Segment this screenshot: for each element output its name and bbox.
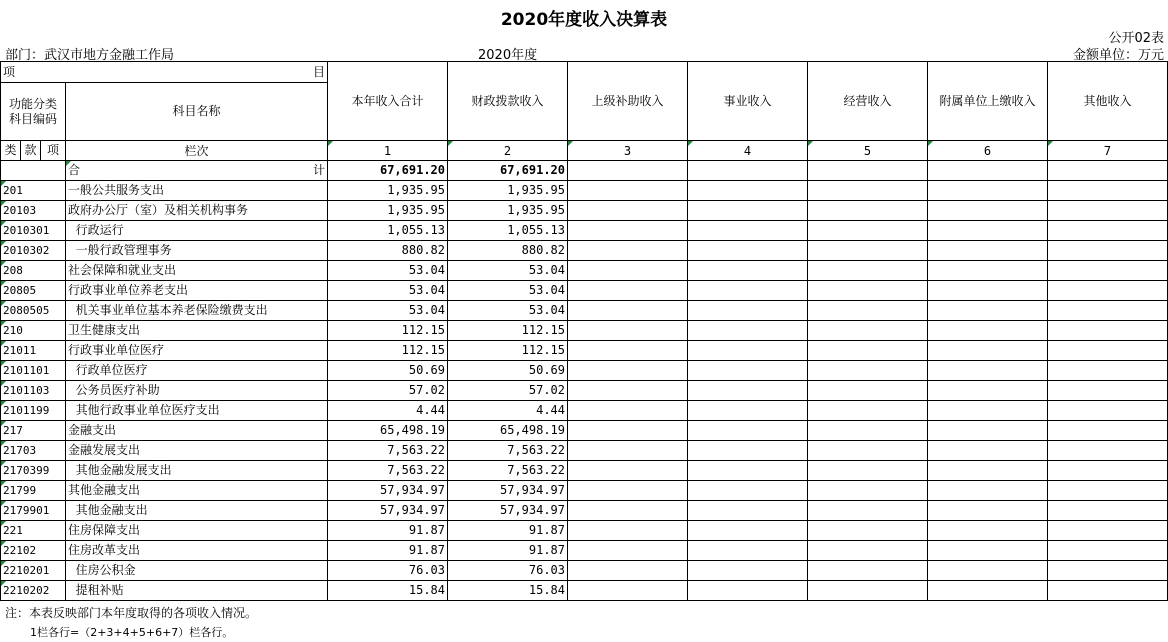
subject-name-cell: 住房改革支出: [66, 541, 328, 561]
table-row: [1, 501, 1168, 521]
col-header-1: 本年收入合计: [328, 62, 448, 141]
amount-col-7: [1048, 541, 1168, 561]
total-value-3: [568, 161, 688, 181]
amount-col-3: [568, 541, 688, 561]
amount-col-7: [1048, 521, 1168, 541]
table-row: [1, 461, 1168, 481]
amount-col-6: [928, 321, 1048, 341]
function-code-cell: 210: [1, 321, 66, 341]
function-code-cell: 21799: [1, 481, 66, 501]
subject-name-cell: 其他金融发展支出: [66, 461, 328, 481]
amount-col-4: [688, 261, 808, 281]
function-code-cell: 2080505: [1, 301, 66, 321]
table-row: [1, 281, 1168, 301]
table-row: [1, 401, 1168, 421]
table-row: [1, 221, 1168, 241]
amount-col-2: 57,934.97: [448, 481, 568, 501]
table-row: [1, 321, 1168, 341]
amount-col-4: [688, 541, 808, 561]
amount-col-3: [568, 521, 688, 541]
amount-col-1: 112.15: [328, 321, 448, 341]
total-code-cell: [1, 161, 66, 181]
function-code-cell: 21703: [1, 441, 66, 461]
function-code-cell: 221: [1, 521, 66, 541]
amount-col-2: 57.02: [448, 381, 568, 401]
amount-col-6: [928, 481, 1048, 501]
amount-col-1: 7,563.22: [328, 441, 448, 461]
amount-col-6: [928, 241, 1048, 261]
amount-col-2: 65,498.19: [448, 421, 568, 441]
amount-col-4: [688, 581, 808, 601]
amount-col-5: [808, 281, 928, 301]
department-label: 部门：武汉市地方金融工作局: [5, 48, 175, 63]
note-line-2: 1栏各行=（2+3+4+5+6+7）栏各行。: [30, 626, 234, 639]
mu-label: 目: [312, 65, 325, 79]
amount-col-7: [1048, 321, 1168, 341]
amount-col-7: [1048, 401, 1168, 421]
amount-col-7: [1048, 581, 1168, 601]
year-label: 2020年度: [478, 48, 538, 63]
amount-col-5: [808, 181, 928, 201]
amount-col-1: 57.02: [328, 381, 448, 401]
amount-col-1: 65,498.19: [328, 421, 448, 441]
col-header-7: 其他收入: [1048, 62, 1168, 141]
subject-name-cell: 其他行政事业单位医疗支出: [66, 401, 328, 421]
income-table: [0, 61, 1168, 601]
amount-col-6: [928, 501, 1048, 521]
amount-col-1: 1,935.95: [328, 201, 448, 221]
amount-col-1: 4.44: [328, 401, 448, 421]
total-value-2: 67,691.20: [448, 161, 568, 181]
amount-col-1: 53.04: [328, 281, 448, 301]
amount-col-4: [688, 521, 808, 541]
amount-col-2: 53.04: [448, 261, 568, 281]
note-line-1: 注：本表反映部门本年度取得的各项收入情况。: [5, 606, 258, 620]
amount-col-3: [568, 301, 688, 321]
amount-col-5: [808, 421, 928, 441]
table-row: [1, 381, 1168, 401]
amount-col-4: [688, 281, 808, 301]
amount-col-2: 53.04: [448, 281, 568, 301]
subject-name-cell: 提租补贴: [66, 581, 328, 601]
col-number-6: 6: [928, 141, 1048, 161]
amount-col-1: 53.04: [328, 301, 448, 321]
lanci-row: [1, 141, 1168, 161]
total-row: [1, 161, 1168, 181]
amount-col-3: [568, 281, 688, 301]
amount-col-1: 91.87: [328, 541, 448, 561]
amount-col-7: [1048, 361, 1168, 381]
amount-col-3: [568, 201, 688, 221]
amount-col-2: 7,563.22: [448, 441, 568, 461]
table-row: [1, 441, 1168, 461]
col-header-3: 上级补助收入: [568, 62, 688, 141]
total-value-6: [928, 161, 1048, 181]
xiang-header: 项: [41, 141, 66, 161]
amount-col-6: [928, 421, 1048, 441]
total-value-5: [808, 161, 928, 181]
amount-col-4: [688, 361, 808, 381]
subject-name-cell: 政府办公厅（室）及相关机构事务: [66, 201, 328, 221]
amount-col-7: [1048, 421, 1168, 441]
function-code-cell: 2101101: [1, 361, 66, 381]
table-row: [1, 541, 1168, 561]
amount-col-3: [568, 181, 688, 201]
amount-col-4: [688, 501, 808, 521]
function-code-cell: 2210202: [1, 581, 66, 601]
amount-col-7: [1048, 301, 1168, 321]
amount-col-3: [568, 401, 688, 421]
amount-col-2: 15.84: [448, 581, 568, 601]
amount-col-7: [1048, 461, 1168, 481]
table-row: [1, 581, 1168, 601]
subject-name-cell: 行政运行: [66, 221, 328, 241]
function-code-cell: 2101199: [1, 401, 66, 421]
table-row: [1, 261, 1168, 281]
amount-col-1: 57,934.97: [328, 501, 448, 521]
amount-col-5: [808, 581, 928, 601]
amount-col-2: 112.15: [448, 341, 568, 361]
amount-col-2: 53.04: [448, 301, 568, 321]
amount-col-6: [928, 301, 1048, 321]
subject-name-cell: 金融发展支出: [66, 441, 328, 461]
subject-name-cell: 住房保障支出: [66, 521, 328, 541]
amount-col-5: [808, 321, 928, 341]
amount-col-2: 7,563.22: [448, 461, 568, 481]
amount-col-3: [568, 481, 688, 501]
amount-col-2: 4.44: [448, 401, 568, 421]
table-row: [1, 361, 1168, 381]
amount-col-3: [568, 321, 688, 341]
col-number-1: 1: [328, 141, 448, 161]
amount-col-4: [688, 221, 808, 241]
amount-col-4: [688, 181, 808, 201]
subject-name-cell: 公务员医疗补助: [66, 381, 328, 401]
amount-col-1: 1,935.95: [328, 181, 448, 201]
subject-name-cell: 社会保障和就业支出: [66, 261, 328, 281]
amount-col-5: [808, 361, 928, 381]
amount-col-6: [928, 341, 1048, 361]
xiang-label: 项: [3, 65, 16, 79]
function-code-cell: 208: [1, 261, 66, 281]
subject-name-cell: 住房公积金: [66, 561, 328, 581]
func-code-header: 功能分类科目编码: [1, 83, 66, 141]
subject-name-cell: 行政单位医疗: [66, 361, 328, 381]
unit-label: 金额单位：万元: [1072, 48, 1164, 63]
amount-col-3: [568, 561, 688, 581]
subject-name-cell: 行政事业单位医疗: [66, 341, 328, 361]
table-row: [1, 561, 1168, 581]
table-row: [1, 241, 1168, 261]
table-row: [1, 521, 1168, 541]
amount-col-1: 50.69: [328, 361, 448, 381]
amount-col-4: [688, 381, 808, 401]
amount-col-6: [928, 381, 1048, 401]
subject-name-cell: 行政事业单位养老支出: [66, 281, 328, 301]
amount-col-2: 880.82: [448, 241, 568, 261]
amount-col-6: [928, 401, 1048, 421]
amount-col-6: [928, 221, 1048, 241]
amount-col-4: [688, 401, 808, 421]
amount-col-1: 880.82: [328, 241, 448, 261]
amount-col-5: [808, 401, 928, 421]
function-code-cell: 2179901: [1, 501, 66, 521]
subject-name-cell: 机关事业单位基本养老保险缴费支出: [66, 301, 328, 321]
amount-col-2: 50.69: [448, 361, 568, 381]
amount-col-6: [928, 581, 1048, 601]
amount-col-4: [688, 341, 808, 361]
header-row-1: [1, 62, 1168, 83]
col-number-5: 5: [808, 141, 928, 161]
amount-col-6: [928, 361, 1048, 381]
amount-col-5: [808, 441, 928, 461]
amount-col-5: [808, 241, 928, 261]
amount-col-5: [808, 381, 928, 401]
amount-col-3: [568, 501, 688, 521]
col-number-3: 3: [568, 141, 688, 161]
total-value-4: [688, 161, 808, 181]
amount-col-3: [568, 361, 688, 381]
amount-col-4: [688, 301, 808, 321]
amount-col-7: [1048, 221, 1168, 241]
amount-col-3: [568, 581, 688, 601]
amount-col-5: [808, 341, 928, 361]
table-row: [1, 301, 1168, 321]
lei-header: 类: [1, 141, 21, 161]
amount-col-1: 57,934.97: [328, 481, 448, 501]
amount-col-2: 112.15: [448, 321, 568, 341]
amount-col-7: [1048, 481, 1168, 501]
table-row: [1, 481, 1168, 501]
total-label-right: 计: [312, 163, 325, 177]
amount-col-6: [928, 461, 1048, 481]
amount-col-6: [928, 441, 1048, 461]
amount-col-6: [928, 521, 1048, 541]
form-code: 公开02表: [1108, 31, 1164, 46]
function-code-cell: 21011: [1, 341, 66, 361]
total-label-left: 合: [68, 163, 81, 177]
function-code-cell: 2210201: [1, 561, 66, 581]
amount-col-7: [1048, 201, 1168, 221]
amount-col-4: [688, 561, 808, 581]
function-code-cell: 2010302: [1, 241, 66, 261]
page-title: 2020年度收入决算表: [500, 10, 668, 30]
function-code-cell: 20103: [1, 201, 66, 221]
table-row: [1, 181, 1168, 201]
amount-col-6: [928, 261, 1048, 281]
amount-col-2: 76.03: [448, 561, 568, 581]
amount-col-3: [568, 221, 688, 241]
function-code-cell: 20805: [1, 281, 66, 301]
amount-col-3: [568, 421, 688, 441]
col-header-5: 经营收入: [808, 62, 928, 141]
amount-col-4: [688, 441, 808, 461]
amount-col-2: 91.87: [448, 541, 568, 561]
amount-col-5: [808, 541, 928, 561]
col-number-7: 7: [1048, 141, 1168, 161]
amount-col-3: [568, 441, 688, 461]
amount-col-5: [808, 201, 928, 221]
col-header-2: 财政拨款收入: [448, 62, 568, 141]
amount-col-7: [1048, 241, 1168, 261]
amount-col-6: [928, 541, 1048, 561]
amount-col-1: 53.04: [328, 261, 448, 281]
function-code-cell: 22102: [1, 541, 66, 561]
amount-col-5: [808, 561, 928, 581]
amount-col-7: [1048, 261, 1168, 281]
amount-col-3: [568, 261, 688, 281]
amount-col-3: [568, 341, 688, 361]
amount-col-1: 76.03: [328, 561, 448, 581]
amount-col-7: [1048, 341, 1168, 361]
amount-col-2: 91.87: [448, 521, 568, 541]
subject-name-header: 科目名称: [66, 83, 328, 141]
amount-col-6: [928, 281, 1048, 301]
subject-name-cell: 金融支出: [66, 421, 328, 441]
table-row: [1, 341, 1168, 361]
amount-col-6: [928, 181, 1048, 201]
amount-col-3: [568, 241, 688, 261]
total-label-cell: [66, 161, 328, 181]
function-code-cell: 2101103: [1, 381, 66, 401]
amount-col-7: [1048, 281, 1168, 301]
amount-col-7: [1048, 181, 1168, 201]
amount-col-7: [1048, 561, 1168, 581]
amount-col-4: [688, 481, 808, 501]
amount-col-1: 112.15: [328, 341, 448, 361]
amount-col-5: [808, 221, 928, 241]
amount-col-6: [928, 201, 1048, 221]
amount-col-4: [688, 321, 808, 341]
amount-col-4: [688, 421, 808, 441]
table-row: [1, 421, 1168, 441]
amount-col-2: 57,934.97: [448, 501, 568, 521]
subject-name-cell: 一般行政管理事务: [66, 241, 328, 261]
amount-col-1: 91.87: [328, 521, 448, 541]
col-number-2: 2: [448, 141, 568, 161]
amount-col-5: [808, 261, 928, 281]
function-code-cell: 2010301: [1, 221, 66, 241]
amount-col-5: [808, 521, 928, 541]
amount-col-4: [688, 201, 808, 221]
amount-col-5: [808, 481, 928, 501]
col-header-4: 事业收入: [688, 62, 808, 141]
col-header-6: 附属单位上缴收入: [928, 62, 1048, 141]
subject-name-cell: 一般公共服务支出: [66, 181, 328, 201]
subject-name-cell: 卫生健康支出: [66, 321, 328, 341]
function-code-cell: 201: [1, 181, 66, 201]
amount-col-5: [808, 501, 928, 521]
amount-col-1: 7,563.22: [328, 461, 448, 481]
amount-col-1: 1,055.13: [328, 221, 448, 241]
amount-col-4: [688, 241, 808, 261]
function-code-cell: 2170399: [1, 461, 66, 481]
subject-name-cell: 其他金融支出: [66, 481, 328, 501]
amount-col-7: [1048, 381, 1168, 401]
amount-col-7: [1048, 441, 1168, 461]
amount-col-4: [688, 461, 808, 481]
amount-col-5: [808, 301, 928, 321]
lanci-cell: 栏次: [66, 141, 328, 161]
table-row: [1, 201, 1168, 221]
amount-col-2: 1,935.95: [448, 201, 568, 221]
total-value-1: 67,691.20: [328, 161, 448, 181]
amount-col-5: [808, 461, 928, 481]
total-value-7: [1048, 161, 1168, 181]
amount-col-2: 1,055.13: [448, 221, 568, 241]
subject-name-cell: 其他金融支出: [66, 501, 328, 521]
kuan-header: 款: [21, 141, 41, 161]
amount-col-2: 1,935.95: [448, 181, 568, 201]
function-code-cell: 217: [1, 421, 66, 441]
xiang-mu-cell: [1, 62, 328, 83]
col-number-4: 4: [688, 141, 808, 161]
amount-col-3: [568, 461, 688, 481]
amount-col-6: [928, 561, 1048, 581]
amount-col-3: [568, 381, 688, 401]
amount-col-1: 15.84: [328, 581, 448, 601]
amount-col-7: [1048, 501, 1168, 521]
